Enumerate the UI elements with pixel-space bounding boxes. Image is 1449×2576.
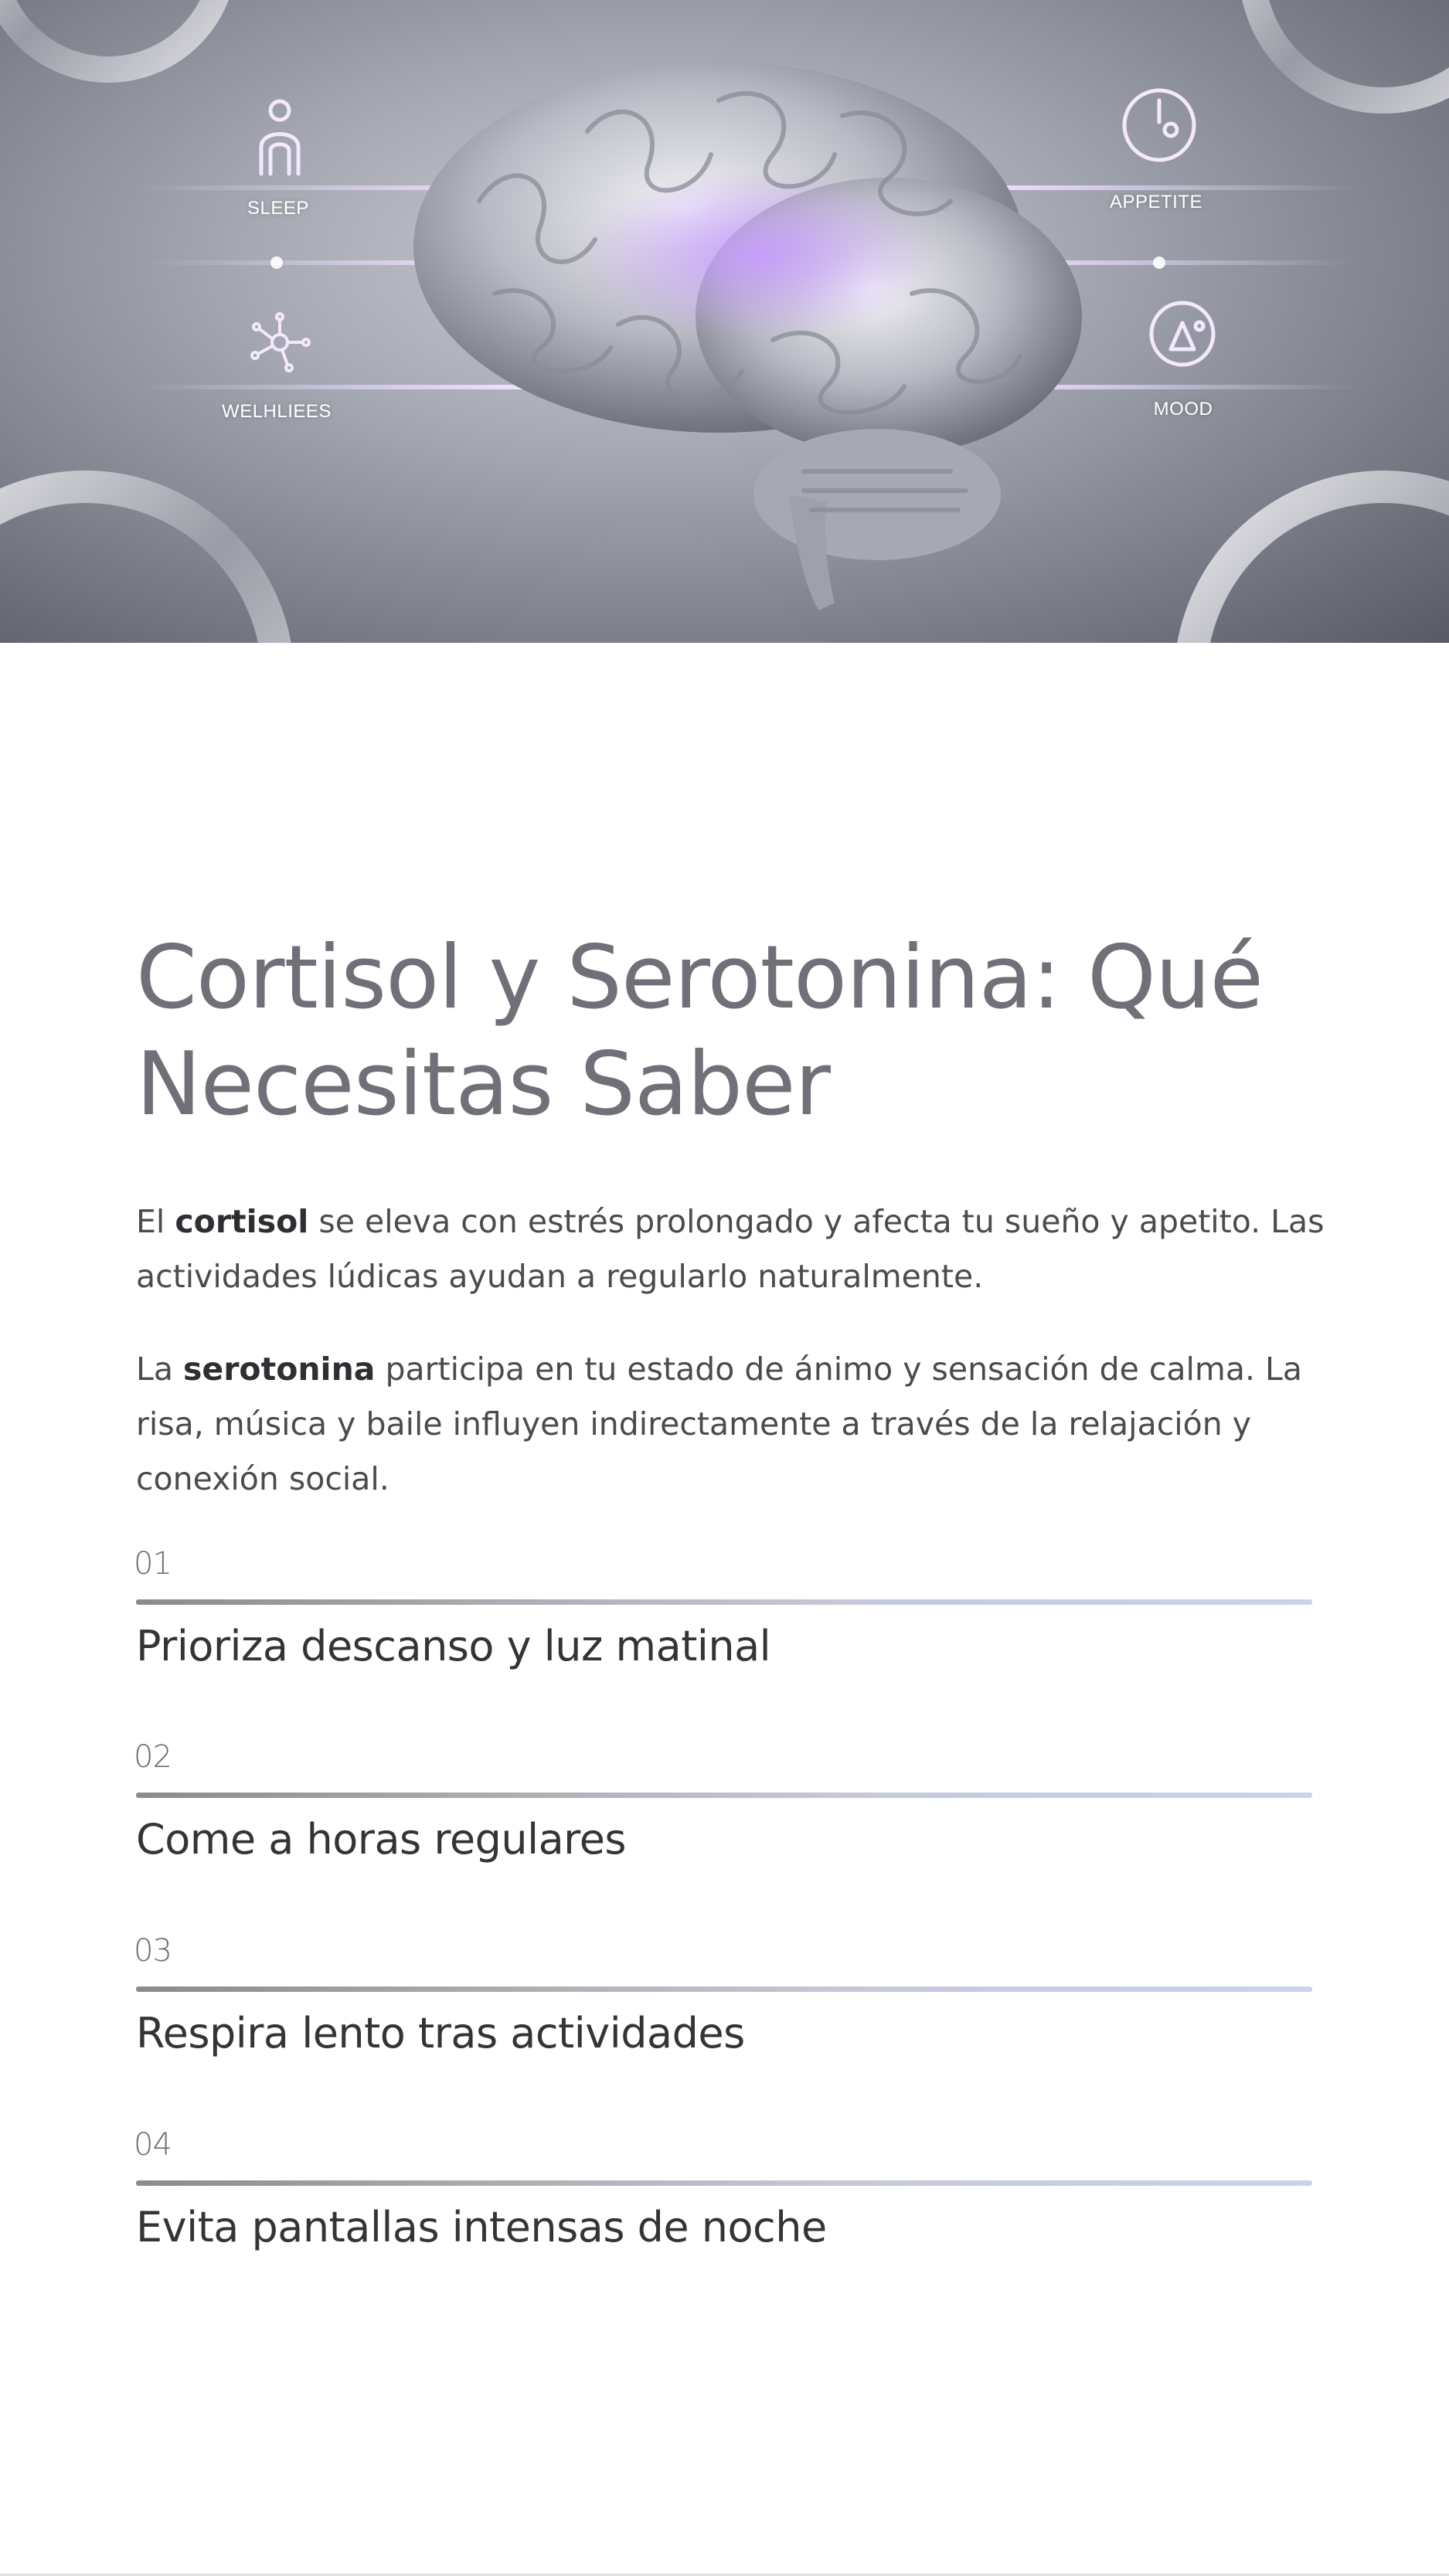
- hero-image: [0, 0, 1449, 643]
- step-number: 04: [134, 2127, 172, 2163]
- step-divider: [136, 2180, 1312, 2186]
- cortisol-paragraph: [136, 1195, 1326, 1304]
- molecule-icon: [252, 314, 309, 371]
- serotonin-paragraph: [136, 1342, 1326, 1507]
- step-divider: [136, 1986, 1312, 1992]
- paragraph-keyword: serotonina: [183, 1351, 376, 1388]
- page-title: Cortisol y Serotonina: Qué Necesitas Saber: [136, 926, 1264, 1135]
- step-title: Prioriza descanso y luz matinal: [136, 1622, 771, 1670]
- hero-illustration: [0, 0, 1449, 643]
- hero-label-appetite: APPETITE: [1109, 192, 1203, 212]
- person-icon: [261, 101, 298, 174]
- paragraph-text: se eleva con estrés prolongado y afecta tu sueño y apetito. Las actividades lúdicas ayudan a regularlo naturalmente.: [136, 1203, 1325, 1295]
- step-divider: [136, 1793, 1312, 1798]
- hero-label-wellness: WELHLIEES: [222, 401, 332, 422]
- step-title: Come a horas regulares: [136, 1815, 627, 1864]
- brain-illustration: [413, 62, 1082, 610]
- paragraph-text: El: [136, 1203, 175, 1240]
- paragraph-keyword: cortisol: [175, 1203, 309, 1240]
- paragraph-text: participa en tu estado de ánimo y sensación de calma. La risa, música y baile influyen indirectamente a través de la relajación y conexión social.: [136, 1351, 1303, 1497]
- step-title: Respira lento tras actividades: [136, 2009, 745, 2058]
- step-number: 03: [134, 1933, 172, 1969]
- step-title: Evita pantallas intensas de noche: [136, 2203, 827, 2251]
- step-number: 01: [134, 1546, 172, 1582]
- step-divider: [136, 1599, 1312, 1605]
- paragraph-text: La: [136, 1351, 183, 1388]
- hero-label-sleep: SLEEP: [247, 198, 309, 219]
- power-icon: [1124, 90, 1194, 160]
- hero-label-mood: MOOD: [1153, 399, 1213, 420]
- step-number: 02: [134, 1739, 172, 1775]
- triangle-badge-icon: [1151, 303, 1213, 365]
